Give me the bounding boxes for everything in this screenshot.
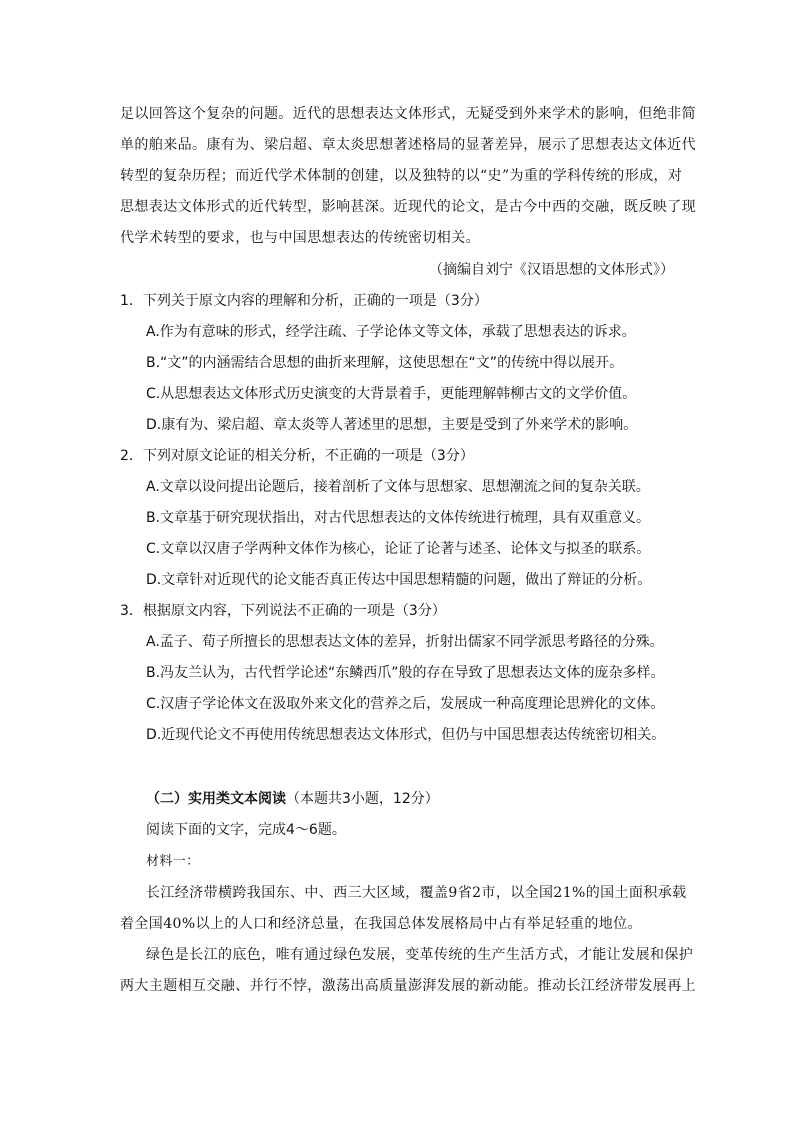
question-stem: 1．下列关于原文内容的理解和分析，正确的一项是（3分） [120, 293, 488, 309]
passage-line: 单的舶来品。康有为、梁启超、章太炎思想著述格局的显著差异，展示了思想表达文体近代 [120, 137, 696, 153]
question-option: D.康有为、梁启超、章太炎等人著述里的思想，主要是受到了外来学术的影响。 [146, 417, 638, 433]
material-line: 着全国40%以上的人口和经济总量，在我国总体发展格局中占有举足轻重的地位。 [120, 916, 642, 932]
question-option: D.近现代论文不再使用传统思想表达文体形式，但仍与中国思想表达传统密切相关。 [146, 727, 666, 743]
section-heading-title: （二）实用类文本阅读 [146, 791, 286, 807]
question-option: A.文章以设问提出论题后，接着剖析了文体与思想家、思想潮流之间的复杂关联。 [146, 479, 650, 495]
question-option: A.作为有意味的形式，经学注疏、子学论体文等文体，承载了思想表达的诉求。 [146, 324, 636, 340]
material-line: 长江经济带横跨我国东、中、西三大区域，覆盖9省2市，以全国21%的国土面积承载 [146, 885, 687, 901]
material-line: 绿色是长江的底色，唯有通过绿色发展，变革传统的生产生活方式，才能让发展和保护 [146, 947, 694, 963]
question-option: B.冯友兰认为，古代哲学论述“东鳞西爪”般的存在导致了思想表达文体的庞杂多样。 [146, 665, 665, 681]
question-option: D.文章针对近现代的论文能否真正传达中国思想精髓的问题，做出了辩证的分析。 [146, 572, 652, 588]
question-option: A.孟子、荀子所擅长的思想表达文体的差异，折射出儒家不同学派思考路径的分殊。 [146, 634, 664, 650]
passage-line: 转型的复杂历程；而近代学术体制的创建，以及独特的以“史”为重的学科传统的形成，对 [120, 168, 683, 184]
section-heading-note: （本题共3小题，12分） [286, 791, 439, 807]
question-option: B.文章基于研究现状指出，对古代思想表达的文体传统进行梳理，具有双重意义。 [146, 510, 651, 526]
question-stem: 3．根据原文内容，下列说法不正确的一项是（3分） [120, 603, 446, 619]
section-instruction: 阅读下面的文字，完成4～6题。 [146, 822, 346, 838]
question-option: B.“文”的内涵需结合思想的曲折来理解，这使思想在“文”的传统中得以展开。 [146, 355, 624, 371]
question-option: C.文章以汉唐子学两种文体作为核心，论证了论著与述圣、论体文与拟圣的联系。 [146, 541, 651, 557]
question-option: C.从思想表达文体形式历史演变的大背景着手，更能理解韩柳古文的文学价值。 [146, 386, 637, 402]
source-citation: （摘编自刘宁《汉语思想的文体形式》） [429, 262, 674, 278]
passage-line: 思想表达文体形式的近代转型，影响甚深。近现代的论文，是古今中西的交融，既反映了现 [120, 199, 696, 215]
passage-line: 代学术转型的要求，也与中国思想表达的传统密切相关。 [120, 230, 480, 246]
question-stem: 2．下列对原文论证的相关分析，不正确的一项是（3分） [120, 448, 474, 464]
section-heading [146, 789, 439, 809]
question-option: C.汉唐子学论体文在汲取外来文化的营养之后，发展成一种高度理论思辨化的文体。 [146, 696, 665, 712]
material-line: 两大主题相互交融、并行不悖，激荡出高质量澎湃发展的新动能。推动长江经济带发展再上 [120, 978, 696, 994]
passage-line: 足以回答这个复杂的问题。近代的思想表达文体形式，无疑受到外来学术的影响，但绝非简 [120, 106, 696, 122]
material-label: 材料一： [146, 854, 200, 869]
